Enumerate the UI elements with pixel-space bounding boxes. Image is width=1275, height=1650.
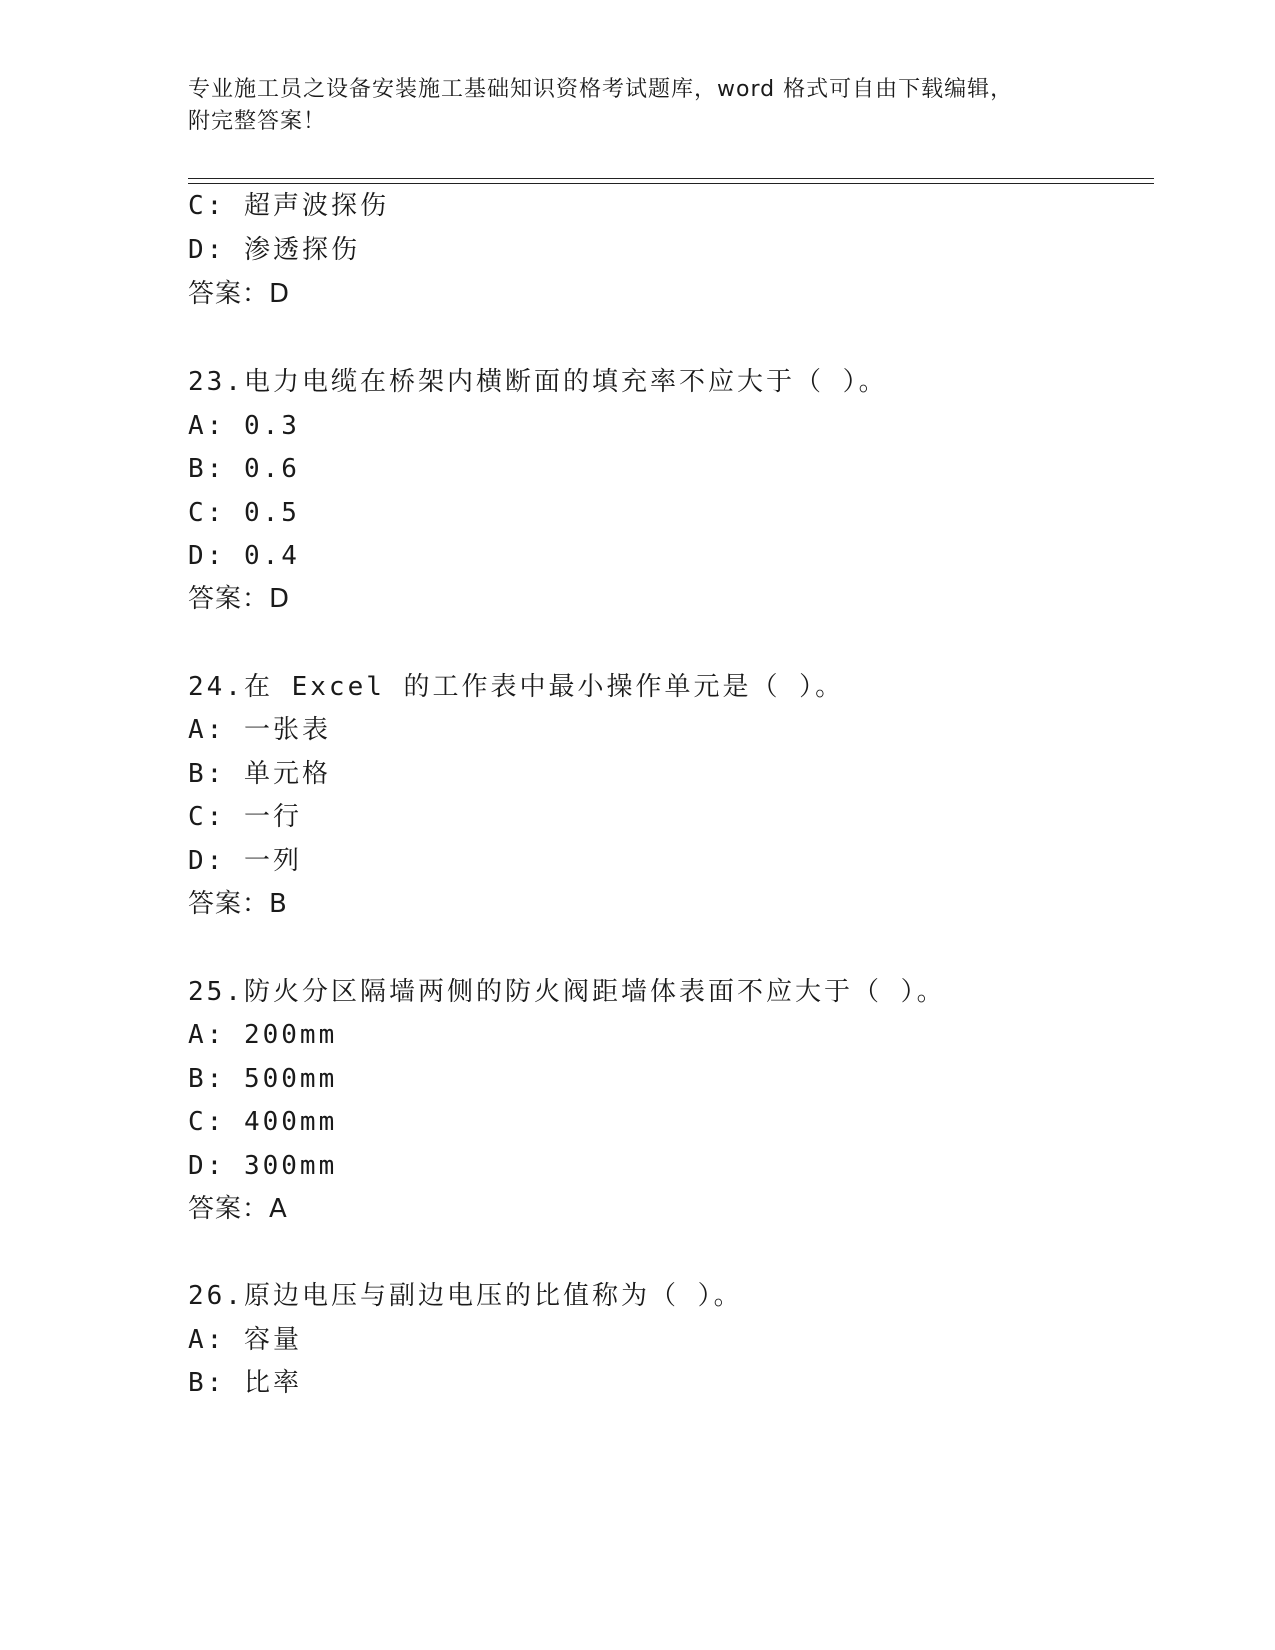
option-a: A: 0.3 (188, 411, 300, 441)
option-d: D: 渗透探伤 (188, 235, 360, 265)
option-a: A: 200mm (188, 1020, 338, 1050)
document-header (188, 74, 1068, 138)
option-a: A: 一张表 (188, 715, 331, 745)
option-c: C: 超声波探伤 (188, 191, 389, 221)
question-stem: 24.在 Excel 的工作表中最小操作单元是（ ）。 (188, 672, 845, 702)
option-b: B: 500mm (188, 1064, 338, 1094)
answer-line: 答案：A (188, 1194, 288, 1224)
option-b: B: 单元格 (188, 759, 331, 789)
option-d: D: 0.4 (188, 541, 300, 571)
option-a: A: 容量 (188, 1325, 302, 1355)
option-d: D: 300mm (188, 1151, 338, 1181)
header-line-2: 附完整答案！ (188, 109, 327, 134)
answer-line: 答案：B (188, 889, 288, 919)
question-stem: 23.电力电缆在桥架内横断面的填充率不应大于（ ）。 (188, 367, 888, 397)
question-stem: 25.防火分区隔墙两侧的防火阀距墙体表面不应大于（ ）。 (188, 977, 946, 1007)
answer-line: 答案：D (188, 279, 291, 309)
option-b: B: 0.6 (188, 454, 300, 484)
header-line-1: 专业施工员之设备安装施工基础知识资格考试题库，word 格式可自由下载编辑， (188, 77, 1014, 102)
option-c: C: 400mm (188, 1107, 338, 1137)
answer-line: 答案：D (188, 584, 291, 614)
option-c: C: 0.5 (188, 498, 300, 528)
header-divider-top (188, 178, 1154, 179)
option-c: C: 一行 (188, 802, 302, 832)
question-stem: 26.原边电压与副边电压的比值称为（ ）。 (188, 1281, 743, 1311)
option-b: B: 比率 (188, 1368, 302, 1398)
option-d: D: 一列 (188, 846, 302, 876)
header-divider-bottom (188, 183, 1154, 184)
